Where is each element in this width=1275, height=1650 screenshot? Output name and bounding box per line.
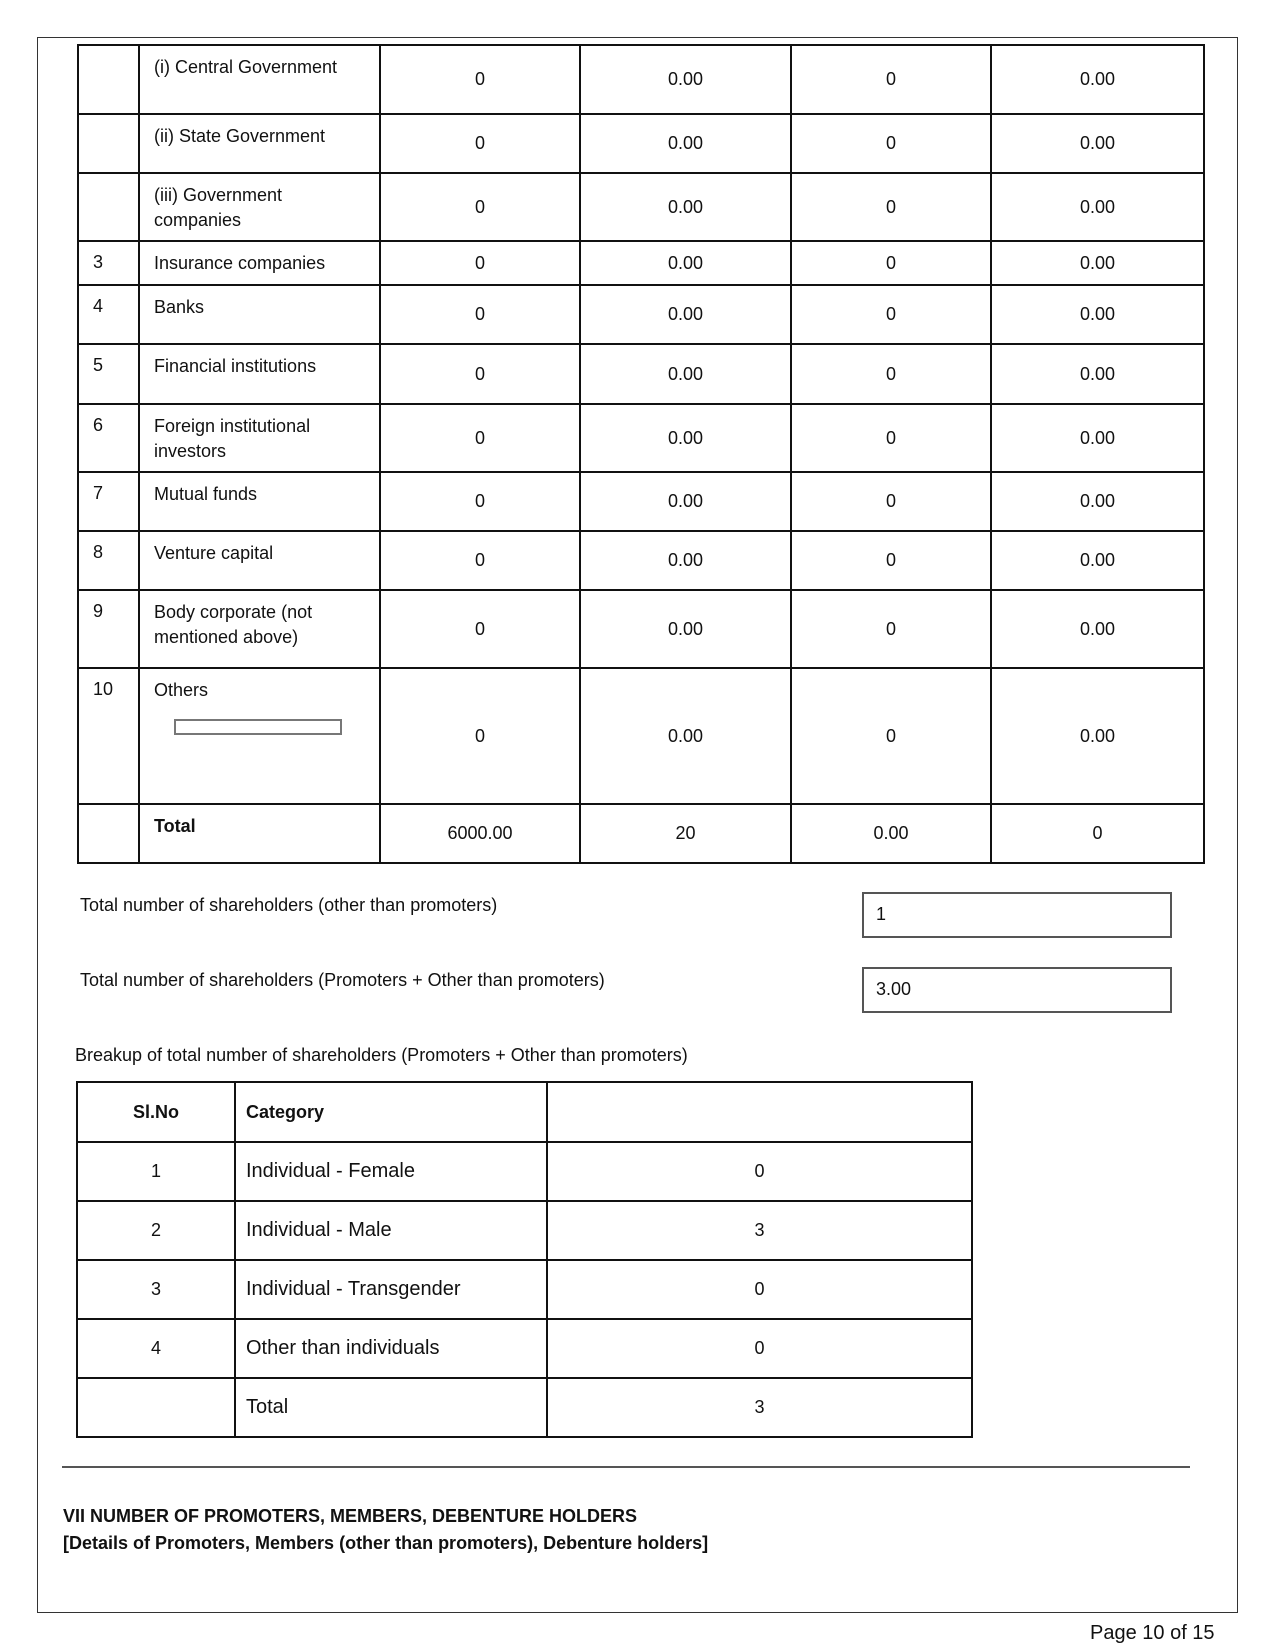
breakup-value: 3: [547, 1378, 972, 1437]
breakup-table: [76, 1081, 973, 1438]
total-row: [78, 804, 1204, 863]
cell-c3: 0: [791, 344, 991, 404]
cell-c2: 0.00: [580, 472, 791, 531]
cell-c3: 0: [791, 114, 991, 173]
section-divider: [62, 1466, 1190, 1468]
breakup-row: [77, 1201, 972, 1260]
breakup-row: [77, 1378, 972, 1437]
cell-c1: 0: [380, 404, 580, 472]
breakup-category: Individual - Transgender: [235, 1260, 547, 1319]
serial-number: [78, 173, 139, 241]
breakup-category: Individual - Female: [235, 1142, 547, 1201]
category-label: (ii) State Government: [154, 126, 326, 146]
serial-number: 3: [78, 241, 139, 285]
cell-c4: 0.00: [991, 241, 1204, 285]
cell-c2: 0.00: [580, 531, 791, 590]
category-label: Venture capital: [154, 543, 274, 563]
serial-number: 10: [78, 668, 139, 804]
cell-c2: 0.00: [580, 590, 791, 668]
breakup-title: Breakup of total number of shareholders (Promoters + Other than promoters): [75, 1045, 688, 1065]
breakup-value: 0: [547, 1142, 972, 1201]
table-row: [78, 668, 1204, 804]
serial-number: 8: [78, 531, 139, 590]
cell-c1: 0: [380, 344, 580, 404]
cell-c3: 0: [791, 472, 991, 531]
category-label: (iii) Government companies: [154, 185, 283, 230]
table-row: [78, 173, 1204, 241]
cell-c3: 0: [791, 668, 991, 804]
table-row: [78, 531, 1204, 590]
breakup-header-row: [77, 1082, 972, 1142]
cell-c3: 0: [791, 590, 991, 668]
table-row: [78, 472, 1204, 531]
promoters-plus-other-field[interactable]: 3.00: [862, 967, 1172, 1013]
serial-number: 7: [78, 472, 139, 531]
cell-c1: 0: [380, 472, 580, 531]
value-header: [547, 1082, 972, 1142]
breakup-category: Total: [235, 1378, 547, 1437]
cell-c4: 0.00: [991, 404, 1204, 472]
cell-c3: 0: [791, 241, 991, 285]
category-label: Banks: [154, 297, 205, 317]
cell-c2: 0.00: [580, 344, 791, 404]
cell-c4: 0.00: [991, 344, 1204, 404]
cell-c2: 0.00: [580, 241, 791, 285]
serial-number: [78, 45, 139, 114]
serial-number: [78, 114, 139, 173]
breakup-row: [77, 1319, 972, 1378]
shareholding-table: [77, 44, 1205, 864]
cell-c1: 6000.00: [380, 804, 580, 863]
cell-c1: 0: [380, 45, 580, 114]
cell-c3: 0: [791, 285, 991, 344]
page-number: Page 10 of 15: [1090, 1622, 1215, 1644]
serial-number: 4: [78, 285, 139, 344]
table-row: [78, 590, 1204, 668]
cell-c1: 0: [380, 173, 580, 241]
category-label: Mutual funds: [154, 484, 258, 504]
cell-c4: 0.00: [991, 668, 1204, 804]
category-label: Financial institutions: [154, 356, 317, 376]
cell-c1: 0: [380, 114, 580, 173]
cell-c1: 0: [380, 241, 580, 285]
category-label: Body corporate (not mentioned above): [154, 602, 313, 647]
serial-number: 5: [78, 344, 139, 404]
cell-c1: 0: [380, 590, 580, 668]
category-label: (i) Central Government: [154, 57, 338, 77]
cell-c2: 20: [580, 804, 791, 863]
cell-c4: 0.00: [991, 285, 1204, 344]
serial-number: 6: [78, 404, 139, 472]
section-subheading: [Details of Promoters, Members (other than promoters), Debenture holders]: [63, 1533, 709, 1553]
category-label: Others: [154, 680, 209, 700]
slno-header: Sl.No: [77, 1082, 235, 1142]
cell-c1: 0: [380, 668, 580, 804]
cell-c3: 0.00: [791, 804, 991, 863]
cell-c2: 0.00: [580, 404, 791, 472]
category-label: Insurance companies: [154, 253, 326, 273]
cell-c4: 0.00: [991, 472, 1204, 531]
breakup-category: Other than individuals: [235, 1319, 547, 1378]
cell-c2: 0.00: [580, 285, 791, 344]
cell-c2: 0.00: [580, 114, 791, 173]
cell-c3: 0: [791, 45, 991, 114]
table-row: [78, 285, 1204, 344]
breakup-slno: 3: [77, 1260, 235, 1319]
others-specify-input[interactable]: [174, 719, 342, 735]
promoters-plus-other-label: Total number of shareholders (Promoters + Other than promoters): [80, 970, 605, 990]
cell-c4: 0.00: [991, 173, 1204, 241]
cell-c1: 0: [380, 285, 580, 344]
cell-c3: 0: [791, 404, 991, 472]
breakup-row: [77, 1142, 972, 1201]
serial-number: 9: [78, 590, 139, 668]
breakup-slno: 4: [77, 1319, 235, 1378]
category-label: Total: [154, 816, 196, 836]
cell-c2: 0.00: [580, 668, 791, 804]
breakup-slno: 1: [77, 1142, 235, 1201]
breakup-value: 0: [547, 1260, 972, 1319]
cell-c4: 0.00: [991, 114, 1204, 173]
breakup-category: Individual - Male: [235, 1201, 547, 1260]
category-label: Foreign institutional investors: [154, 416, 311, 461]
table-row: [78, 344, 1204, 404]
table-row: [78, 114, 1204, 173]
table-row: [78, 45, 1204, 114]
breakup-row: [77, 1260, 972, 1319]
section-heading: VII NUMBER OF PROMOTERS, MEMBERS, DEBENTURE HOLDERS: [63, 1506, 638, 1526]
table-row: [78, 241, 1204, 285]
cell-c2: 0.00: [580, 45, 791, 114]
breakup-slno: 2: [77, 1201, 235, 1260]
table-row: [78, 404, 1204, 472]
cell-c3: 0: [791, 173, 991, 241]
serial-number: [78, 804, 139, 863]
breakup-value: 3: [547, 1201, 972, 1260]
cell-c4: 0.00: [991, 590, 1204, 668]
cell-c4: 0.00: [991, 531, 1204, 590]
cell-c2: 0.00: [580, 173, 791, 241]
cell-c4: 0.00: [991, 45, 1204, 114]
cell-c3: 0: [791, 531, 991, 590]
cell-c4: 0: [991, 804, 1204, 863]
other-than-promoters-field[interactable]: 1: [862, 892, 1172, 938]
other-than-promoters-label: Total number of shareholders (other than promoters): [80, 895, 498, 915]
cell-c1: 0: [380, 531, 580, 590]
breakup-slno: [77, 1378, 235, 1437]
breakup-value: 0: [547, 1319, 972, 1378]
category-header: Category: [235, 1082, 547, 1142]
